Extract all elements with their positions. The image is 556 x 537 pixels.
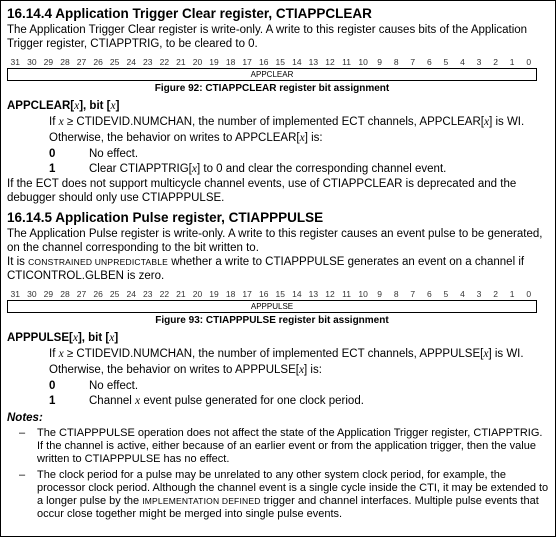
- bit-number: 14: [292, 289, 302, 299]
- field-otherwise: Otherwise, the behavior on writes to APPPULSE[x] is:: [49, 364, 322, 376]
- bit-number: 12: [325, 289, 335, 299]
- bit-number: 8: [393, 57, 399, 67]
- bit-number: 5: [443, 289, 449, 299]
- notes-heading: Notes:: [7, 412, 43, 424]
- register-field-apppulse: APPPULSE: [7, 300, 537, 313]
- bit-number: 19: [209, 289, 219, 299]
- bit-number: 10: [358, 57, 368, 67]
- note-item: [7, 469, 549, 521]
- bit-number: 11: [342, 57, 351, 67]
- section-heading-ctiappclear: 16.14.4 Application Trigger Clear register, CTIAPPCLEAR: [7, 6, 372, 21]
- bit-number: 0: [526, 289, 532, 299]
- bit-number: 27: [76, 57, 87, 67]
- field-value-row: 0 No effect.: [49, 148, 139, 160]
- bit-number: 2: [493, 289, 498, 299]
- bit-number: 7: [410, 57, 416, 67]
- bit-number: 31: [10, 289, 21, 299]
- bit-number: 15: [275, 57, 286, 67]
- field-value-row: 1 Channel x event pulse generated for one clock period.: [49, 395, 364, 407]
- field-title-appclear: APPCLEAR[x], bit [x]: [7, 100, 120, 112]
- bit-number: 25: [109, 289, 120, 299]
- bit-number: 20: [192, 289, 203, 299]
- bit-number: 30: [27, 289, 37, 299]
- bit-number: 14: [292, 57, 302, 67]
- bit-number: 21: [176, 289, 186, 299]
- ctiappclear-intro: The Application Trigger Clear register is write-only. A write to this register causes bits of the Application Trigger register, CTIAPPTRIG, to be cleared to 0.: [7, 24, 528, 50]
- bit-number: 16: [258, 57, 269, 67]
- bit-number: 3: [476, 289, 482, 299]
- bit-number: 6: [426, 57, 432, 67]
- bit-number: 0: [526, 57, 532, 67]
- note-item: [7, 427, 549, 466]
- bit-numbers-row: [7, 57, 537, 67]
- bit-number: 18: [225, 289, 236, 299]
- bit-number: 15: [275, 289, 286, 299]
- dash-bullet: –: [18, 469, 26, 481]
- bit-number: 16: [258, 289, 269, 299]
- note-text: The clock period for a pulse may be unrelated to any other system clock period, for example, the processor clock period. Although the channel event is a single cycle inside the CTI, it may be extended to a longer pulse by the IMPLEMENTATION DEFINED trigger and channel interfaces. Multiple pulse events that occur close together might be merged into single pulse events.: [37, 469, 549, 520]
- bit-number: 17: [242, 57, 252, 67]
- field-condition: If x ≥ CTIDEVID.NUMCHAN, the number of implemented ECT channels, APPCLEAR[x] is WI.: [49, 116, 525, 128]
- field-condition: If x ≥ CTIDEVID.NUMCHAN, the number of implemented ECT channels, APPPULSE[x] is WI.: [49, 348, 524, 360]
- bit-number: 31: [10, 57, 21, 67]
- dash-bullet: –: [18, 427, 26, 439]
- figure-caption: Figure 92: CTIAPPCLEAR register bit assignment: [154, 83, 390, 94]
- bit-number: 1: [509, 289, 515, 299]
- bit-number: 5: [443, 57, 449, 67]
- bit-number: 21: [176, 57, 186, 67]
- bit-number: 25: [109, 57, 120, 67]
- bit-number: 2: [493, 57, 498, 67]
- bit-numbers-row: [7, 289, 537, 299]
- bit-number: 9: [377, 289, 383, 299]
- note-text: The CTIAPPPULSE operation does not affect the state of the Application Trigger register, CTIAPPTRIG. If the channel is active, either because of an earlier event or from the application trigger, then the value written to CTIAPPPULSE has no effect.: [37, 427, 543, 465]
- bit-number: 24: [126, 289, 136, 299]
- field-value-row: 0 No effect.: [49, 380, 139, 392]
- bit-number: 26: [93, 289, 103, 299]
- bit-number: 27: [76, 289, 87, 299]
- bit-number: 29: [43, 289, 54, 299]
- bit-number: 11: [342, 289, 351, 299]
- bit-number: 7: [410, 289, 416, 299]
- bit-number: 24: [126, 57, 136, 67]
- bit-number: 17: [242, 289, 252, 299]
- bit-number: 9: [377, 57, 383, 67]
- bit-number: 23: [143, 289, 153, 299]
- bit-number: 19: [209, 57, 219, 67]
- bit-number: 8: [393, 289, 399, 299]
- constrained-unpredictable-paragraph: It is CONSTRAINED UNPREDICTABLE whether a write to CTIAPPPULSE generates an event on a channel if CTICONTROL.GLBEN is zero.: [7, 256, 525, 282]
- bit-number: 23: [143, 57, 153, 67]
- bit-number: 1: [509, 57, 515, 67]
- section-heading-ctiapppulse: 16.14.5 Application Pulse register, CTIAPPPULSE: [7, 210, 324, 225]
- bit-number: 13: [308, 57, 319, 67]
- bit-number: 28: [60, 57, 70, 67]
- figure-caption: Figure 93: CTIAPPPULSE register bit assignment: [155, 315, 389, 326]
- field-title-apppulse: APPPULSE[x], bit [x]: [7, 332, 119, 344]
- bit-number: 30: [27, 57, 37, 67]
- field-otherwise: Otherwise, the behavior on writes to APPCLEAR[x] is:: [49, 132, 323, 144]
- bit-number: 12: [325, 57, 335, 67]
- bit-number: 22: [159, 57, 170, 67]
- bit-number: 28: [60, 289, 70, 299]
- bit-number: 3: [476, 57, 482, 67]
- bit-number: 22: [159, 289, 170, 299]
- bit-number: 18: [225, 57, 236, 67]
- register-field-appclear: APPCLEAR: [7, 68, 537, 81]
- ctiapppulse-intro: The Application Pulse register is write-only. A write to this register causes an event pulse to be generated, on the channel corresponding to the bit written to.: [7, 228, 543, 254]
- bit-number: 4: [460, 289, 465, 299]
- ctiappclear-footnote: If the ECT does not support multicycle channel events, use of CTIAPPCLEAR is deprecated and the debugger should only use CTIAPPPULSE.: [7, 178, 517, 204]
- bit-number: 20: [192, 57, 203, 67]
- field-value-row: 1 Clear CTIAPPTRIG[x] to 0 and clear the corresponding channel event.: [49, 163, 447, 175]
- bit-number: 26: [93, 57, 103, 67]
- bit-number: 10: [358, 289, 368, 299]
- bit-number: 6: [426, 289, 432, 299]
- bit-number: 13: [308, 289, 319, 299]
- bit-number: 29: [43, 57, 54, 67]
- bit-number: 4: [460, 57, 465, 67]
